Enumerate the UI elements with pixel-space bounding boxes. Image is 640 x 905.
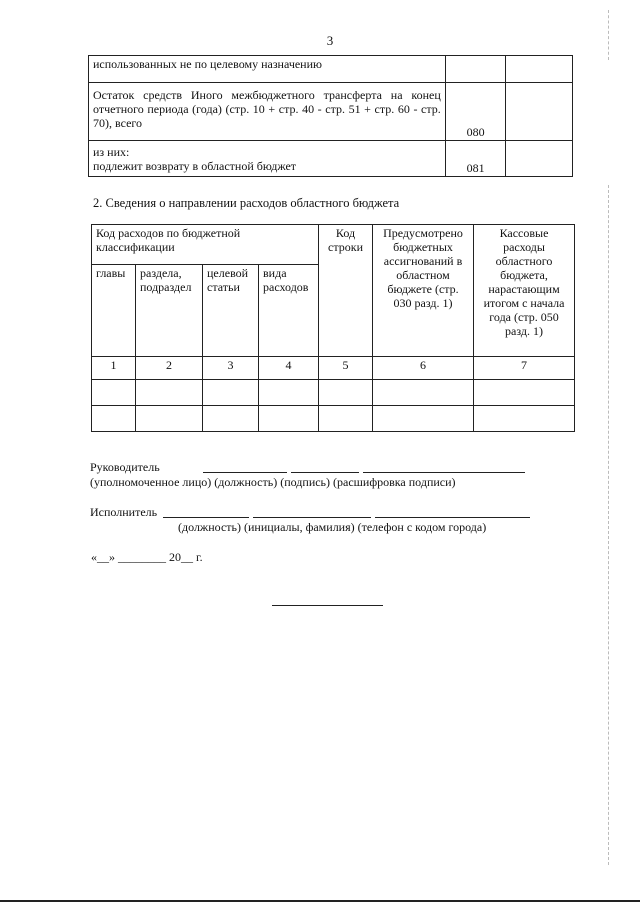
row-label: из них: подлежит возврату в областной бюджет [89,141,446,177]
empty-cell [203,380,259,406]
empty-cell [259,406,319,432]
date-line: «__» ________ 20__ г. [91,550,203,564]
end-rule [272,605,383,606]
name-line [253,517,371,518]
column-numbers-row [92,357,575,380]
header-glavy: главы [92,265,136,357]
margin-mark [608,10,609,60]
value-cell [506,141,573,177]
header-razdel: раздела, подраздел [136,265,203,357]
row-code [445,56,506,83]
empty-cell [373,380,474,406]
name-line [363,472,525,473]
row-label: использованных не по целевому назначению [89,56,446,83]
row-label: Остаток средств Иного межбюджетного трансферта на конец отчетного периода (года) (стр. 10 + стр. 40 - стр. 51 + стр. 60 - стр. 70), всего [89,83,446,141]
position-line [203,472,287,473]
executor-label: Исполнитель [90,505,158,519]
empty-cell [203,406,259,432]
table-row [89,83,573,141]
col-number: 5 [319,357,373,380]
value-cell [506,56,573,83]
header-kbk: Код расходов по бюджетной классификации [92,225,319,265]
row-code: 081 [445,141,506,177]
col-number: 4 [259,357,319,380]
table-row [92,380,575,406]
header-code: Код строки [319,225,373,357]
page-number: 3 [326,33,334,48]
table-row [92,406,575,432]
empty-cell [92,406,136,432]
value-cell [506,83,573,141]
col-number: 7 [474,357,575,380]
position-line [163,517,249,518]
empty-cell [92,380,136,406]
head-label: Руководитель [90,460,160,474]
empty-cell [136,406,203,432]
bottom-edge [0,900,640,902]
phone-line [375,517,530,518]
row-code: 080 [445,83,506,141]
col-number: 6 [373,357,474,380]
head-caption: (уполномоченное лицо) (должность) (подпись) (расшифровка подписи) [90,475,456,489]
empty-cell [319,406,373,432]
margin-mark [608,185,609,865]
signature-line [291,472,359,473]
col-number: 1 [92,357,136,380]
empty-cell [319,380,373,406]
header-planned: Предусмотрено бюджетных ассигнований в областном бюджете (стр. 030 разд. 1) [373,225,474,357]
empty-cell [373,406,474,432]
empty-cell [474,406,575,432]
empty-cell [474,380,575,406]
table-row [89,56,573,83]
empty-cell [136,380,203,406]
section-title: 2. Сведения о направлении расходов областного бюджета [93,196,400,210]
header-cash: Кассовые расходы областного бюджета, нарастающим итогом с начала года (стр. 050 разд. 1) [474,225,575,357]
col-number: 2 [136,357,203,380]
col-number: 3 [203,357,259,380]
header-target: целевой статьи [203,265,259,357]
table-row [89,141,573,177]
header-row [92,225,575,265]
empty-cell [259,380,319,406]
report-table-expenses [91,224,575,432]
header-vid: вида расходов [259,265,319,357]
executor-caption: (должность) (инициалы, фамилия) (телефон с кодом города) [178,520,487,534]
report-table-balance [88,55,573,177]
